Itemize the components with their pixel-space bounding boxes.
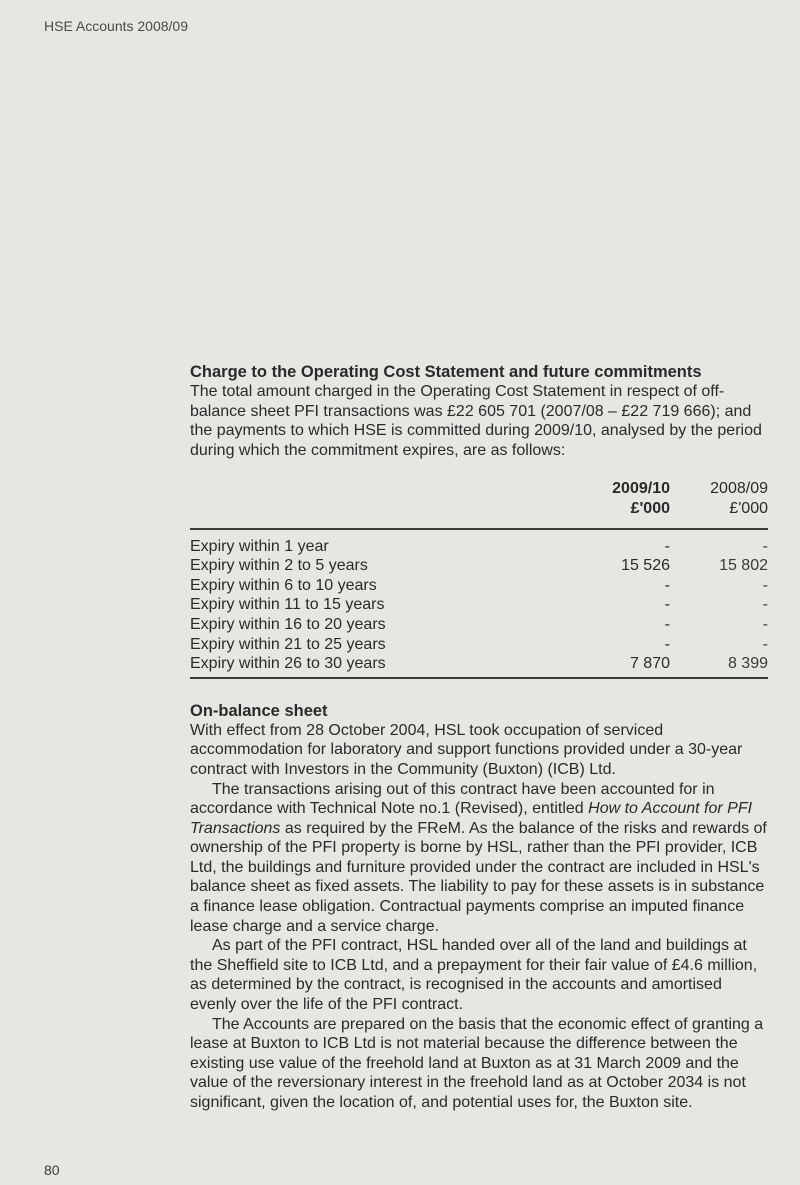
column-unit-current-year: £'000 <box>630 499 670 517</box>
row-label: Expiry within 1 year <box>190 529 550 557</box>
row-value-prior: 15 802 <box>719 557 768 575</box>
section-heading-on-balance: On-balance sheet <box>190 701 328 720</box>
row-value-current: - <box>550 529 670 557</box>
row-value-current: - <box>664 615 670 633</box>
row-value-prior: - <box>670 529 768 557</box>
table-row <box>190 576 768 596</box>
commitments-table <box>190 479 768 678</box>
body-paragraph: As part of the PFI contract, HSL handed over all of the land and buildings at the Sheffield site to ICB Ltd, and a prepayment for their fair value of £4.6 million, as determined by the contract, is recognised in the accounts and amortised evenly over the life of the PFI contract. <box>190 937 758 1014</box>
column-unit-prior-year: £'000 <box>729 499 768 517</box>
paragraph-text: The transactions arising out of this contract have been accounted for in accordance with Technical Note no.1 (Revised), entitled <box>190 780 715 818</box>
row-label: Expiry within 11 to 15 years <box>190 596 385 614</box>
paragraph-text: as required by the FReM. As the balance of the risks and rewards of ownership of the PFI property is borne by HSL, rather than the PFI provider, ICB Ltd, the buildings and furniture provided under the contract are included in HSL's balance sheet as fixed assets. The liability to pay for these assets is in substance a finance lease obligation. Contractual payments comprise an imputed finance lease charge and a service charge. <box>190 819 767 935</box>
intro-paragraph: The total amount charged in the Operating Cost Statement in respect of off-balance sheet PFI transactions was £22 605 701 (2007/08 – £22 719 666); and the payments to which HSE is committed during 2009/10, analysed by the period during which the commitment expires, are as follows: <box>190 383 762 459</box>
table-row <box>190 615 768 635</box>
row-value-current: 15 526 <box>621 557 670 575</box>
table-row <box>190 654 768 678</box>
table-row <box>190 529 768 557</box>
row-label: Expiry within 16 to 20 years <box>190 615 386 633</box>
body-paragraph: With effect from 28 October 2004, HSL took occupation of serviced accommodation for laboratory and support functions provided under a 30-year contract with Investors in the Community (Buxton) (ICB) Ltd. <box>190 721 743 778</box>
column-header-current-year: 2009/10 <box>612 480 670 498</box>
row-value-prior: - <box>762 596 768 614</box>
table-row <box>190 595 768 615</box>
publication-title: How to Account for PFI Transactions <box>190 800 753 837</box>
row-value-prior: 8 399 <box>670 654 768 678</box>
row-value-current: - <box>664 596 670 614</box>
body-paragraph <box>190 780 770 937</box>
running-header: HSE Accounts 2008/09 <box>44 18 188 34</box>
row-label: Expiry within 6 to 10 years <box>190 576 377 594</box>
row-value-prior: - <box>762 576 768 594</box>
row-label: Expiry within 21 to 25 years <box>190 635 386 653</box>
section-heading-charge: Charge to the Operating Cost Statement and future commitments <box>190 363 702 381</box>
column-header-prior-year: 2008/09 <box>710 480 768 498</box>
on-balance-sheet-section <box>190 701 770 1113</box>
page-content <box>190 362 770 1113</box>
row-label: Expiry within 26 to 30 years <box>190 654 550 678</box>
row-value-prior: - <box>762 615 768 633</box>
body-paragraph: The Accounts are prepared on the basis that the economic effect of granting a lease at Buxton to ICB Ltd is not material because the difference between the existing use value of the freehold land at Buxton as at 31 March 2009 and the value of the reversionary interest in the freehold land as at October 2034 is not significant, given the location of, and potential uses for, the Buxton site. <box>190 1015 764 1111</box>
row-value-prior: - <box>762 635 768 653</box>
row-label: Expiry within 2 to 5 years <box>190 557 368 575</box>
row-value-current: - <box>664 576 670 594</box>
table-row <box>190 556 768 576</box>
page-number: 80 <box>44 1162 60 1178</box>
row-value-current: - <box>664 635 670 653</box>
row-value-current: 7 870 <box>550 654 670 678</box>
table-row <box>190 635 768 655</box>
